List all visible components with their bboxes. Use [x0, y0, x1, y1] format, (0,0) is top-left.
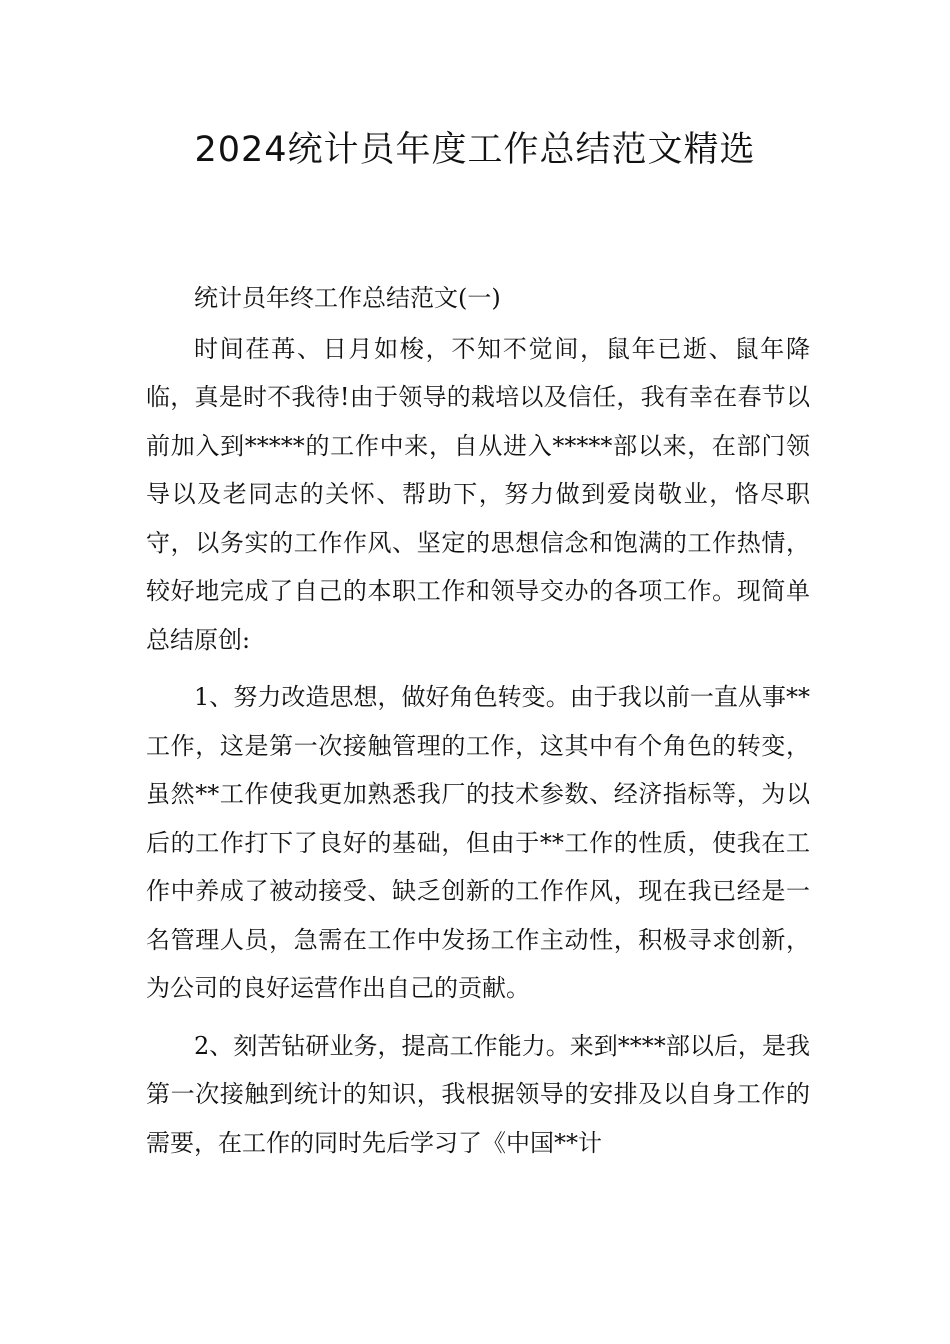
document-body — [146, 274, 810, 1167]
paragraph-intro: 时间荏苒、日月如梭，不知不觉间，鼠年已逝、鼠年降临，真是时不我待!由于领导的栽培以及信任，我有幸在春节以前加入到*****的工作中来，自从进入*****部以来，在部门领导以及老同志的关怀、帮助下，努力做到爱岗敬业，恪尽职守，以务实的工作作风、坚定的思想信念和饱满的工作热情，较好地完成了自己的本职工作和领导交办的各项工作。现简单总结原创: — [146, 334, 810, 654]
paragraph-point-2: 2、刻苦钻研业务，提高工作能力。来到****部以后，是我第一次接触到统计的知识，我根据领导的安排及以自身工作的需要，在工作的同时先后学习了《中国**计 — [146, 1031, 810, 1157]
paragraph-point-1: 1、努力改造思想，做好角色转变。由于我以前一直从事**工作，这是第一次接触管理的工作，这其中有个角色的转变，虽然**工作使我更加熟悉我厂的技术参数、经济指标等，为以后的工作打下了良好的基础，但由于**工作的性质，使我在工作中养成了被动接受、缺乏创新的工作作风，现在我已经是一名管理人员，急需在工作中发扬工作主动性，积极寻求创新，为公司的良好运营作出自己的贡献。 — [146, 683, 810, 1002]
section-heading: 统计员年终工作总结范文(一) — [194, 284, 501, 312]
document-title: 2024统计员年度工作总结范文精选 — [194, 130, 756, 170]
